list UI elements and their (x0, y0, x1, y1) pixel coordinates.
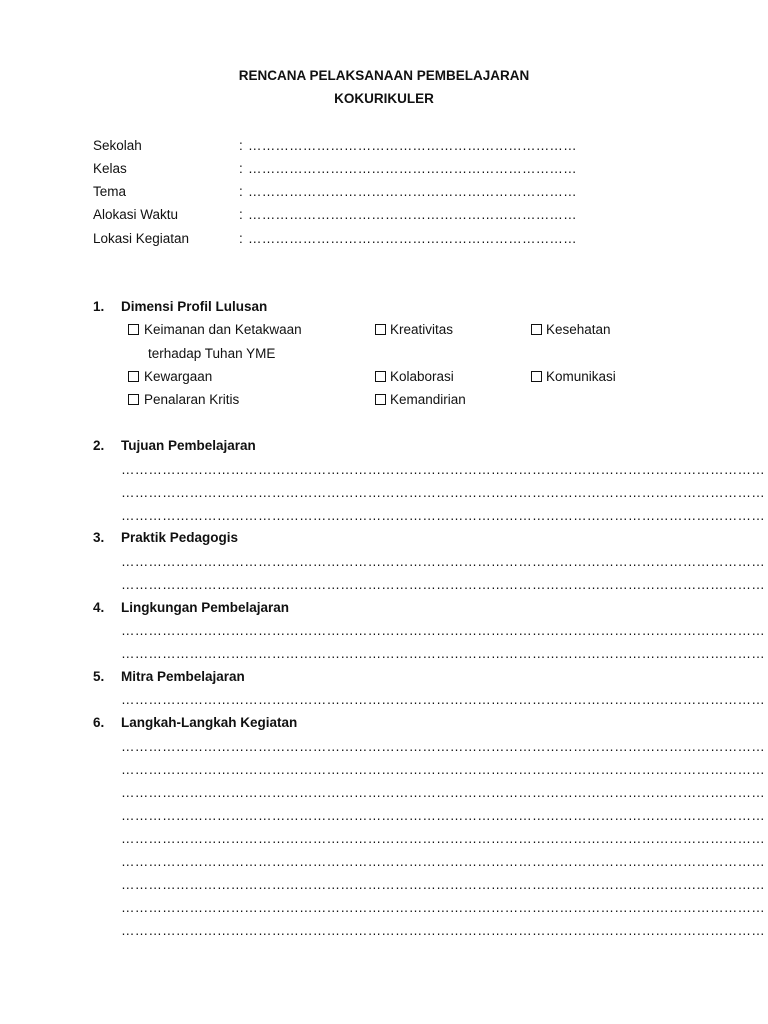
checkbox-label: Kolaborasi (390, 369, 454, 384)
section-heading-dimensi: Dimensi Profil Lulusan (121, 299, 268, 314)
checkbox-label: Kewargaan (144, 369, 213, 384)
fill-line[interactable]: …………………………………………………………………………………………………………………………… (121, 808, 765, 823)
fill-line[interactable]: …………………………………………………………………………………………………………………………… (121, 900, 765, 915)
fill-line[interactable]: …………………………………………………………………………………………………………………………… (121, 692, 765, 707)
section-number: 3. (93, 530, 105, 545)
fill-line[interactable]: …………………………………………………………………………………………………………………………… (121, 462, 765, 477)
fill-line[interactable]: …………………………………………………………………………………………………………………………… (121, 739, 765, 754)
checkbox-penalaran-kritis[interactable] (128, 394, 139, 405)
field-separator: : (239, 138, 243, 153)
checkbox-kolaborasi[interactable] (375, 371, 386, 382)
document-title: RENCANA PELAKSANAAN PEMBELAJARAN (238, 68, 530, 83)
section-number: 4. (93, 600, 105, 615)
checkbox-kemandirian[interactable] (375, 394, 386, 405)
field-fill-lokasi-kegiatan[interactable]: ……………………………………………………………… (248, 231, 577, 246)
field-fill-kelas[interactable]: ……………………………………………………………… (248, 161, 577, 176)
field-separator: : (239, 231, 243, 246)
document-subtitle: KOKURIKULER (334, 91, 434, 106)
checkbox-label: Keimanan dan Ketakwaan (144, 322, 302, 337)
fill-line[interactable]: …………………………………………………………………………………………………………………………… (121, 485, 765, 500)
section-heading-langkah: Langkah-Langkah Kegiatan (121, 715, 298, 730)
checkbox-komunikasi[interactable] (531, 371, 542, 382)
section-number: 6. (93, 715, 105, 730)
fill-line[interactable]: …………………………………………………………………………………………………………………………… (121, 623, 765, 638)
section-number: 2. (93, 438, 105, 453)
checkbox-keimanan[interactable] (128, 324, 139, 335)
field-label-tema: Tema (93, 184, 127, 199)
checkbox-label: Penalaran Kritis (144, 392, 240, 407)
fill-line[interactable]: …………………………………………………………………………………………………………………………… (121, 831, 765, 846)
checkbox-kewargaan[interactable] (128, 371, 139, 382)
fill-line[interactable]: …………………………………………………………………………………………………………………………… (121, 877, 765, 892)
fill-line[interactable]: …………………………………………………………………………………………………………………………… (121, 854, 765, 869)
checkbox-label: Kesehatan (546, 322, 611, 337)
fill-line[interactable]: …………………………………………………………………………………………………………………………… (121, 923, 765, 938)
section-heading-lingkungan: Lingkungan Pembelajaran (121, 600, 290, 615)
field-label-alokasi-waktu: Alokasi Waktu (93, 207, 179, 222)
checkbox-label: Komunikasi (546, 369, 616, 384)
field-label-kelas: Kelas (93, 161, 127, 176)
field-separator: : (239, 184, 243, 199)
checkbox-label-continuation: terhadap Tuhan YME (148, 346, 276, 361)
fill-line[interactable]: …………………………………………………………………………………………………………………………… (121, 646, 765, 661)
field-fill-alokasi-waktu[interactable]: ……………………………………………………………… (248, 207, 577, 222)
checkbox-kesehatan[interactable] (531, 324, 542, 335)
section-number: 5. (93, 669, 105, 684)
fill-line[interactable]: …………………………………………………………………………………………………………………………… (121, 785, 765, 800)
fill-line[interactable]: …………………………………………………………………………………………………………………………… (121, 554, 765, 569)
checkbox-label: Kemandirian (390, 392, 466, 407)
section-heading-praktik: Praktik Pedagogis (121, 530, 239, 545)
field-label-lokasi-kegiatan: Lokasi Kegiatan (93, 231, 190, 246)
checkbox-kreativitas[interactable] (375, 324, 386, 335)
fill-line[interactable]: …………………………………………………………………………………………………………………………… (121, 762, 765, 777)
field-label-sekolah: Sekolah (93, 138, 142, 153)
field-fill-tema[interactable]: ……………………………………………………………… (248, 184, 577, 199)
checkbox-label: Kreativitas (390, 322, 454, 337)
field-fill-sekolah[interactable]: ……………………………………………………………… (248, 138, 577, 153)
section-heading-mitra: Mitra Pembelajaran (121, 669, 245, 684)
field-separator: : (239, 207, 243, 222)
field-separator: : (239, 161, 243, 176)
section-heading-tujuan: Tujuan Pembelajaran (121, 438, 256, 453)
section-number: 1. (93, 299, 105, 314)
fill-line[interactable]: …………………………………………………………………………………………………………………………… (121, 508, 765, 523)
fill-line[interactable]: …………………………………………………………………………………………………………………………… (121, 577, 765, 592)
